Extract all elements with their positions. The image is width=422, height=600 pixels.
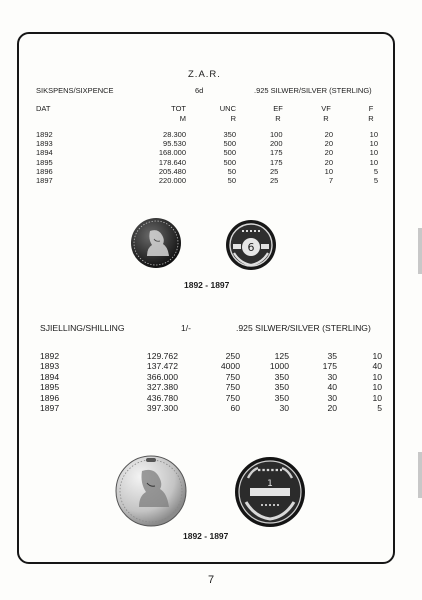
table-cell-year: 1894 (36, 148, 53, 158)
table-cell-mintage: 220.000 (158, 176, 186, 186)
table-cell-f: 10 (372, 371, 382, 382)
table-cell-unc: 4000 (220, 361, 240, 372)
column-header-f: F R (368, 104, 374, 123)
table-cell-vf: 20 (327, 403, 337, 414)
page-number: 7 (207, 574, 215, 586)
table-cell-vf: 20 (324, 148, 333, 158)
table-cell-mintage: 137.472 (146, 361, 178, 372)
table-cell-vf: 30 (327, 371, 337, 382)
table-cell-mintage: 129.762 (146, 351, 178, 361)
scan-edge-mark (418, 228, 422, 274)
sixpence-obverse-coin (130, 217, 182, 269)
table-cell-year: 1897 (36, 176, 53, 186)
sixpence-ef-column (270, 130, 283, 185)
sixpence-unc-column (200, 130, 236, 185)
table-cell-unc: 500 (223, 157, 236, 167)
sixpence-vf-column (316, 130, 333, 185)
shilling-vf-column (316, 351, 337, 413)
table-cell-mintage: 205.480 (158, 166, 186, 176)
table-cell-mintage: 397.300 (146, 403, 178, 414)
shilling-metal: .925 SILWER/SILVER (STERLING) (236, 323, 371, 333)
table-cell-f: 5 (373, 166, 378, 176)
column-header-vf: VF R (321, 104, 331, 123)
table-cell-ef: 125 (274, 351, 289, 361)
table-cell-vf: 10 (324, 166, 333, 176)
sixpence-mintage-column (140, 130, 186, 185)
svg-text:1: 1 (267, 479, 273, 489)
table-cell-year: 1893 (36, 139, 53, 149)
table-cell-ef: 1000 (269, 361, 289, 372)
table-cell-ef: 100 (270, 130, 283, 139)
table-cell-f: 40 (372, 361, 382, 372)
sixpence-reverse-coin (225, 219, 277, 271)
table-cell-vf: 20 (324, 139, 333, 149)
shilling-year-column (40, 351, 59, 413)
table-cell-ef: 25 (270, 176, 279, 186)
column-header-ef: EF R (273, 104, 283, 123)
column-header-unc: UNC R (219, 104, 236, 123)
sixpence-metal: .925 SILWER/SILVER (STERLING) (254, 86, 372, 95)
table-cell-mintage: 366.000 (146, 371, 178, 382)
table-cell-f: 10 (372, 392, 382, 403)
table-cell-unc: 60 (230, 403, 240, 414)
sixpence-year-column (36, 130, 53, 185)
table-cell-f: 10 (369, 157, 378, 167)
table-cell-vf: 40 (327, 382, 337, 393)
table-cell-f: 10 (369, 139, 378, 149)
table-cell-mintage: 95.530 (163, 139, 186, 149)
table-cell-ef: 350 (274, 392, 289, 403)
table-cell-mintage: 28.300 (163, 130, 186, 139)
table-cell-mintage: 178.640 (158, 157, 186, 167)
sixpence-title: SIKSPENS/SIXPENCE (36, 86, 114, 95)
sixpence-f-column (360, 130, 378, 185)
table-cell-year: 1892 (36, 130, 53, 139)
table-cell-ef: 350 (274, 371, 289, 382)
table-cell-unc: 500 (223, 148, 236, 158)
table-cell-year: 1897 (40, 403, 60, 414)
table-cell-ef: 175 (270, 157, 283, 167)
table-cell-vf: 35 (327, 351, 337, 361)
table-cell-f: 5 (373, 176, 378, 186)
table-cell-ef: 30 (279, 403, 289, 414)
table-cell-f: 5 (377, 403, 382, 414)
scan-edge-mark (418, 452, 422, 498)
table-cell-unc: 250 (225, 351, 240, 361)
table-cell-f: 10 (372, 351, 382, 361)
page-title: Z.A.R. (188, 69, 221, 80)
shilling-title: SJIELLING/SHILLING (40, 323, 125, 333)
table-cell-year: 1893 (40, 361, 60, 372)
table-cell-unc: 50 (227, 166, 236, 176)
table-cell-mintage: 168.000 (158, 148, 186, 158)
shilling-denomination: 1/- (181, 323, 192, 333)
table-cell-unc: 750 (225, 382, 240, 393)
shilling-unc-column (206, 351, 240, 413)
table-cell-year: 1895 (36, 157, 53, 167)
shilling-reverse-coin (234, 456, 306, 528)
sixpence-denomination: 6d (195, 86, 204, 95)
table-cell-vf: 175 (322, 361, 337, 372)
table-cell-ef: 200 (270, 139, 283, 149)
shilling-mintage-column (130, 351, 178, 413)
table-cell-vf: 20 (324, 130, 333, 139)
svg-text:6: 6 (247, 241, 255, 254)
shilling-f-column (364, 351, 382, 413)
table-cell-ef: 350 (274, 382, 289, 393)
table-cell-unc: 500 (223, 139, 236, 149)
table-cell-vf: 30 (327, 392, 337, 403)
table-cell-ef: 25 (270, 166, 279, 176)
table-cell-year: 1894 (40, 371, 60, 382)
table-cell-year: 1896 (36, 166, 53, 176)
shilling-obverse-coin (115, 455, 187, 527)
table-cell-f: 10 (369, 148, 378, 158)
table-cell-vf: 7 (328, 176, 333, 186)
table-cell-unc: 350 (223, 130, 236, 139)
table-cell-f: 10 (369, 130, 378, 139)
sixpence-date-range-caption: 1892 - 1897 (184, 280, 230, 290)
table-cell-mintage: 327.380 (146, 382, 178, 393)
table-cell-year: 1896 (40, 392, 60, 403)
table-cell-unc: 750 (225, 392, 240, 403)
table-cell-f: 10 (372, 382, 382, 393)
shilling-date-range-caption: 1892 - 1897 (183, 531, 229, 541)
shilling-ef-column (257, 351, 289, 413)
column-header-mintage: TOT M (171, 104, 186, 123)
table-cell-ef: 175 (270, 148, 283, 158)
column-header-date: DAT (36, 104, 51, 113)
table-cell-year: 1895 (40, 382, 60, 393)
table-cell-vf: 20 (324, 157, 333, 167)
table-cell-year: 1892 (40, 351, 60, 361)
table-cell-unc: 750 (225, 371, 240, 382)
table-cell-mintage: 436.780 (146, 392, 178, 403)
table-cell-unc: 50 (227, 176, 236, 186)
